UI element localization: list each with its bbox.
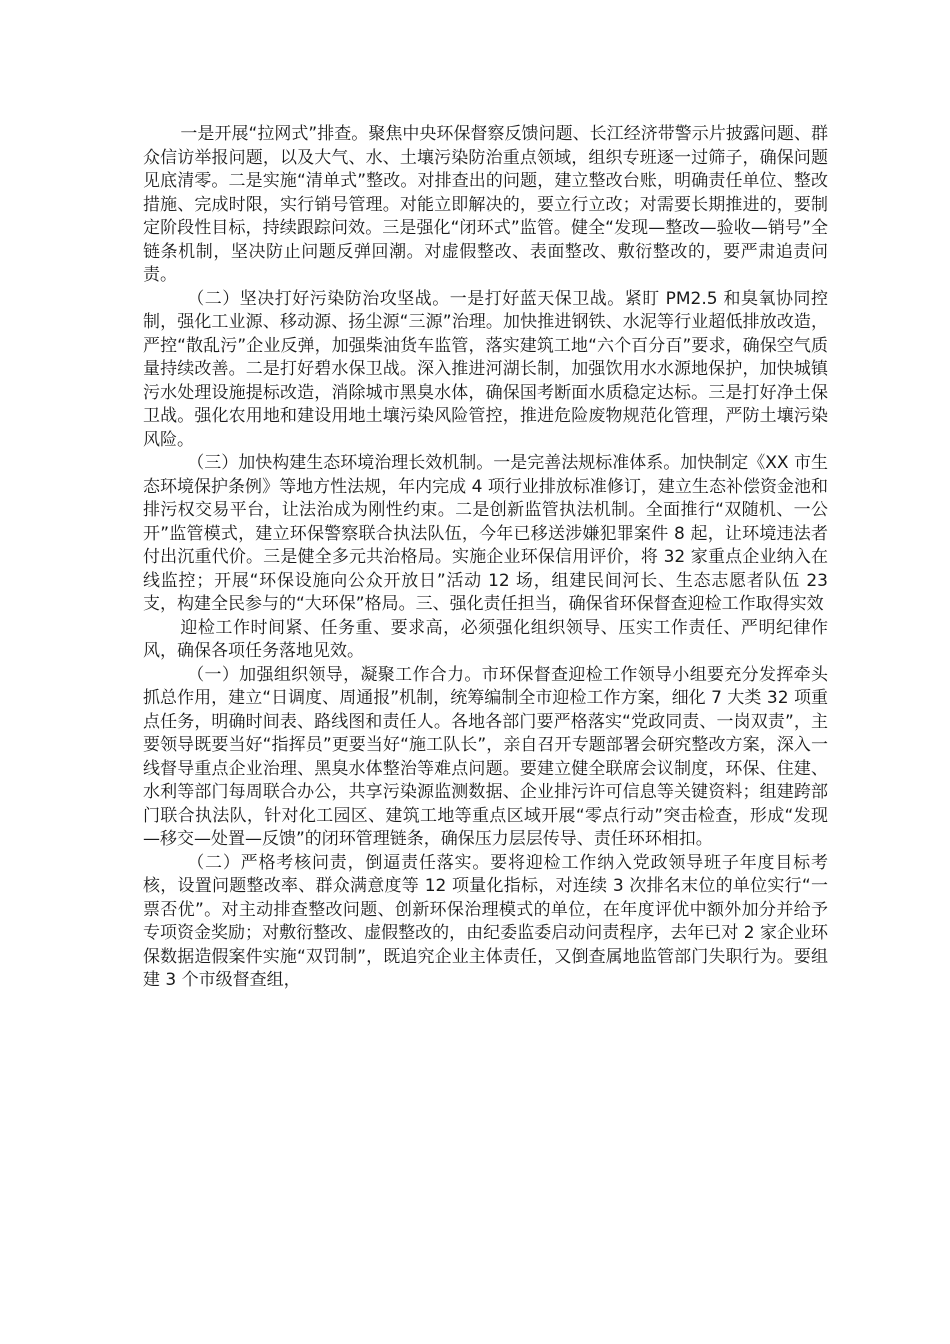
paragraph: （三）加快构建生态环境治理长效机制。一是完善法规标准体系。加快制定《XX 市生态环境保护条例》等地方性法规，年内完成 4 项行业排放标准修订，建立生态补偿资金池和排污权交易平台，让法治成为刚性约束。二是创新监管执法机制。全面推行“双随机、一公开”监管模式，建立环保警察联合执法队伍，今年已移送涉嫌犯罪案件 8 起，让环境违法者付出沉重代价。三是健全多元共治格局。实施企业环保信用评价，将 32 家重点企业纳入在线监控；开展“环保设施向公众开放日”活动 12 场，组建民间河长、生态志愿者队伍 23 支，构建全民参与的“大环保”格局。三、强化责任担当，确保省环保督查迎检工作取得实效 [143,453,828,614]
paragraph: 迎检工作时间紧、任务重、要求高，必须强化组织领导、压实工作责任、严明纪律作风，确保各项任务落地见效。 [143,617,828,661]
paragraph: （一）加强组织领导，凝聚工作合力。市环保督查迎检工作领导小组要充分发挥牵头抓总作用，建立“日调度、周通报”机制，统筹编制全市迎检工作方案，细化 7 大类 32 项重点任务，明确时间表、路线图和责任人。各地各部门要严格落实“党政同责、一岗双责”，主要领导既要当好“指挥员”更要当好“施工队长”，亲自召开专题部署会研究整改方案，深入一线督导重点企业治理、黑臭水体整治等难点问题。要建立健全联席会议制度，环保、住建、水利等部门每周联合办公，共享污染源监测数据、企业排污许可信息等关键资料；组建跨部门联合执法队，针对化工园区、建筑工地等重点区域开展“零点行动”突击检查，形成“发现—移交—处置—反馈”的闭环管理链条，确保压力层层传导、责任环环相扣。 [143,664,828,849]
paragraph: （二）严格考核问责，倒逼责任落实。要将迎检工作纳入党政领导班子年度目标考核，设置问题整改率、群众满意度等 12 项量化指标，对连续 3 次排名末位的单位实行“一票否优”。对主动排查整改问题、创新环保治理模式的单位，在年度评优中额外加分并给予专项资金奖励；对敷衍整改、虚假整改的，由纪委监委启动问责程序，去年已对 2 家企业环保数据造假案件实施“双罚制”，既追究企业主体责任，又倒查属地监管部门失职行为。要组建 3 个市级督查组， [143,852,828,990]
paragraph: （二）坚决打好污染防治攻坚战。一是打好蓝天保卫战。紧盯 PM2.5 和臭氧协同控制，强化工业源、移动源、扬尘源“三源”治理。加快推进钢铁、水泥等行业超低排放改造，严控“散乱污”企业反弹，加强柴油货车监管，落实建筑工地“六个百分百”要求，确保空气质量持续改善。二是打好碧水保卫战。深入推进河湖长制，加强饮用水水源地保护，加快城镇污水处理设施提标改造，消除城市黑臭水体，确保国考断面水质稳定达标。三是打好净土保卫战。强化农用地和建设用地土壤污染风险管控，推进危险废物规范化管理，严防土壤污染风险。 [143,288,828,450]
document-body [143,123,828,993]
paragraph: 一是开展“拉网式”排查。聚焦中央环保督察反馈问题、长江经济带警示片披露问题、群众信访举报问题，以及大气、水、土壤污染防治重点领域，组织专班逐一过筛子，确保问题见底清零。二是实施“清单式”整改。对排查出的问题，建立整改台账，明确责任单位、整改措施、完成时限，实行销号管理。对能立即解决的，要立行立改；对需要长期推进的，要制定阶段性目标，持续跟踪问效。三是强化“闭环式”监管。健全“发现—整改—验收—销号”全链条机制，坚决防止问题反弹回潮。对虚假整改、表面整改、敷衍整改的，要严肃追责问责。 [143,124,828,285]
